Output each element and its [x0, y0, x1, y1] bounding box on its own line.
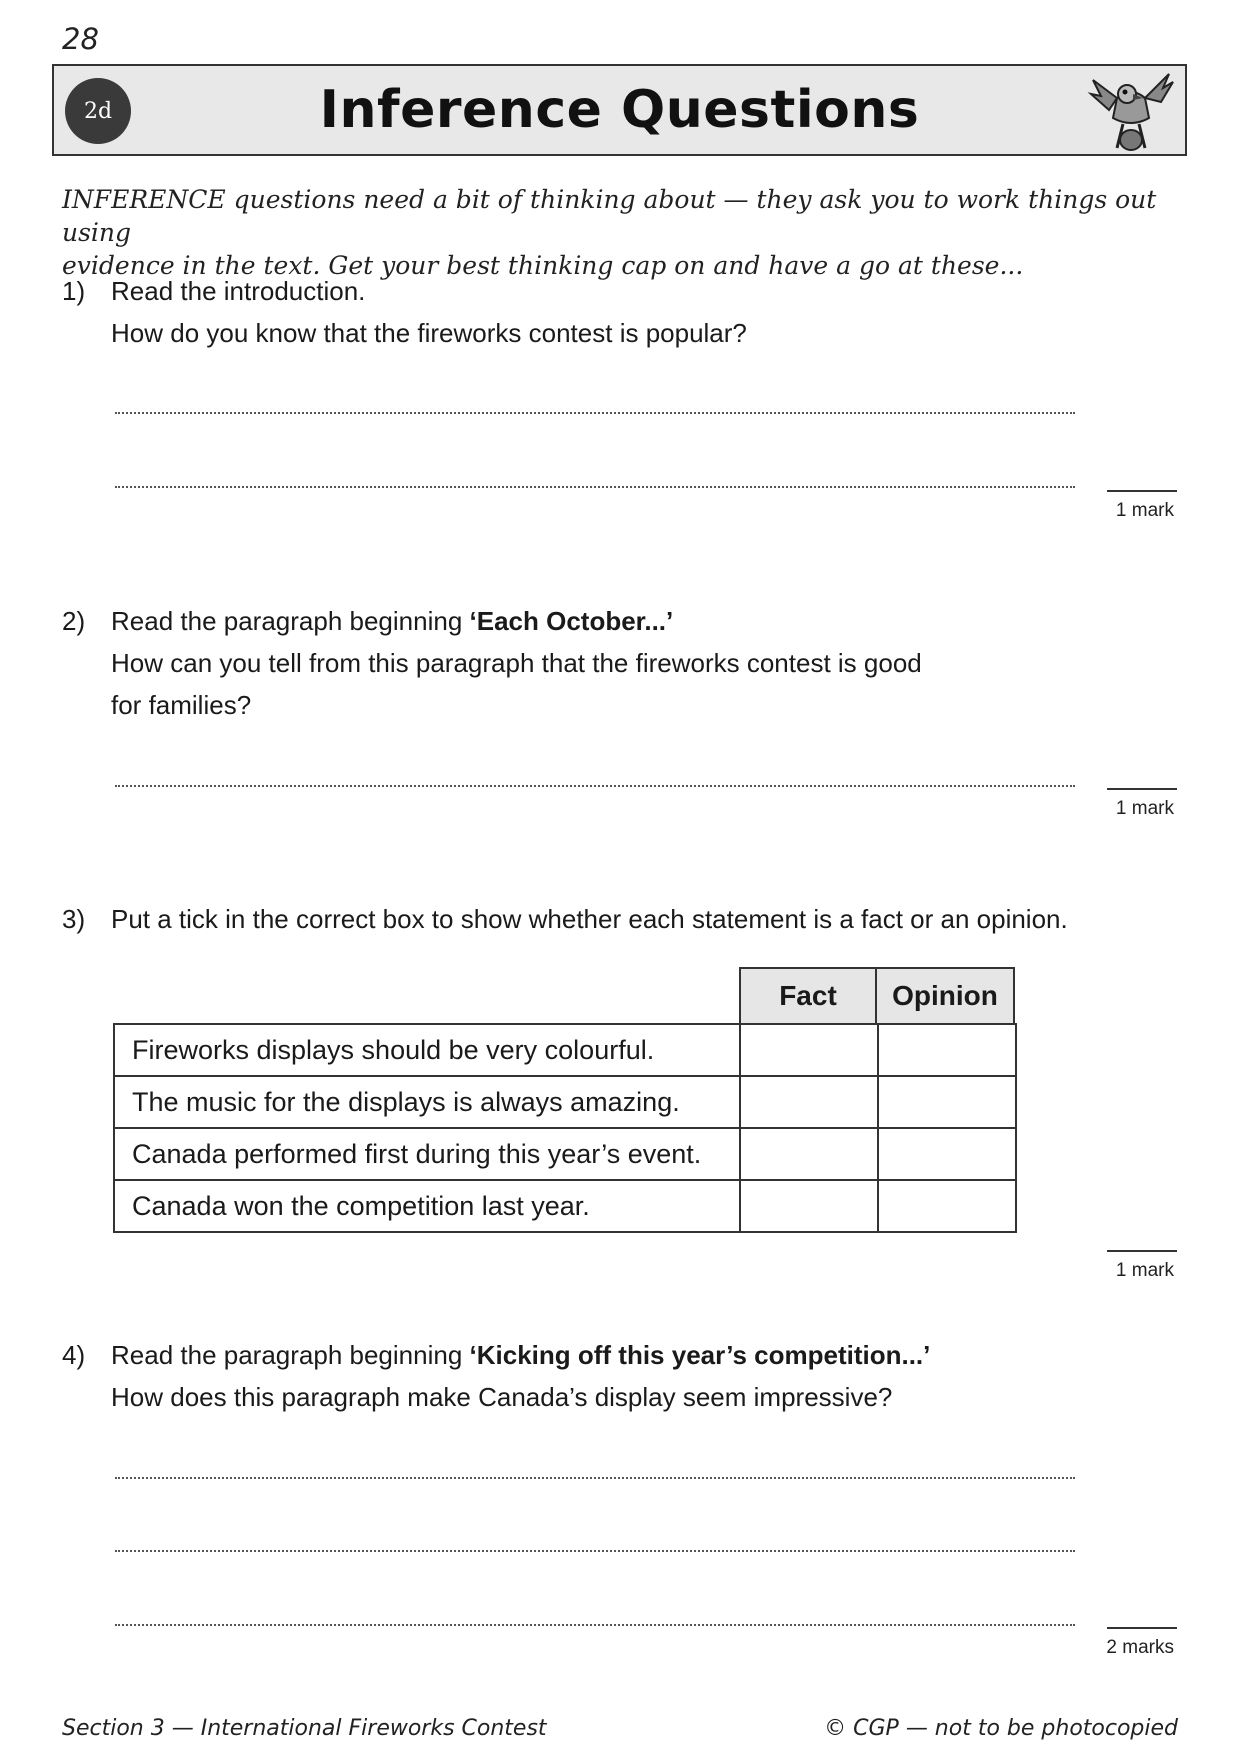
opinion-column-header: Opinion: [877, 967, 1015, 1023]
table-row: [114, 1076, 1016, 1128]
opinion-tick-box[interactable]: [878, 1076, 1016, 1128]
mark-box-line: [1107, 1627, 1177, 1629]
question-4-question: How does this paragraph make Canada’s display seem impressive?: [111, 1382, 893, 1412]
mark-box-line: [1107, 788, 1177, 790]
answer-line[interactable]: [115, 785, 1075, 787]
question-3-number: 3): [62, 904, 86, 934]
mark-box-line: [1107, 490, 1177, 492]
question-4-quoted-paragraph: ‘Kicking off this year’s competition...’: [469, 1340, 931, 1370]
answer-line[interactable]: [115, 1550, 1075, 1552]
question-2-prompt: [111, 606, 673, 637]
question-3-marks: 1 mark: [1115, 1260, 1174, 1281]
question-2-question: How can you tell from this paragraph that the fireworks contest is good: [111, 648, 922, 678]
question-4-prompt-text: Read the paragraph beginning: [111, 1340, 470, 1370]
question-2-marks: 1 mark: [1115, 798, 1174, 819]
answer-line[interactable]: [115, 486, 1075, 488]
instructions-line-2: evidence in the text. Get your best thinking cap on and have a go at these...: [62, 251, 1024, 280]
question-4-number: 4): [62, 1340, 86, 1370]
question-3-prompt: Put a tick in the correct box to show whether each statement is a fact or an opinion.: [111, 904, 1068, 934]
question-1-prompt: Read the introduction.: [111, 276, 366, 306]
tick-table-header: [739, 967, 1015, 1023]
table-row: [114, 1180, 1016, 1232]
question-4-prompt: [111, 1340, 930, 1371]
fact-tick-box[interactable]: [740, 1024, 878, 1076]
answer-line[interactable]: [115, 1477, 1075, 1479]
opinion-tick-box[interactable]: [878, 1128, 1016, 1180]
cartoon-bird-icon: [1087, 68, 1175, 154]
statement-cell: Canada performed first during this year’s event.: [114, 1128, 740, 1180]
section-badge: 2d: [65, 78, 131, 144]
table-row: [114, 1128, 1016, 1180]
statement-cell: Fireworks displays should be very colourful.: [114, 1024, 740, 1076]
question-2-number: 2): [62, 606, 86, 636]
question-2-prompt-text: Read the paragraph beginning: [111, 606, 470, 636]
question-1-marks: 1 mark: [1115, 500, 1174, 521]
fact-tick-box[interactable]: [740, 1180, 878, 1232]
mark-box-line: [1107, 1250, 1177, 1252]
answer-line[interactable]: [115, 412, 1075, 414]
fact-tick-box[interactable]: [740, 1076, 878, 1128]
fact-tick-box[interactable]: [740, 1128, 878, 1180]
page-title: Inference Questions: [319, 80, 920, 140]
statement-cell: Canada won the competition last year.: [114, 1180, 740, 1232]
fact-opinion-table: [113, 1023, 1017, 1233]
question-1-number: 1): [62, 276, 86, 306]
question-1-question: How do you know that the fireworks contest is popular?: [111, 318, 747, 348]
fact-column-header: Fact: [739, 967, 877, 1023]
answer-line[interactable]: [115, 1624, 1075, 1626]
footer-section-label: Section 3 — International Fireworks Contest: [62, 1716, 547, 1741]
table-row: [114, 1024, 1016, 1076]
question-4-marks: 2 marks: [1106, 1637, 1174, 1658]
question-2-question-cont: for families?: [111, 690, 252, 720]
section-header: [52, 64, 1187, 156]
instructions: [62, 183, 1182, 282]
instructions-line-1: INFERENCE questions need a bit of thinking about — they ask you to work things out using: [62, 185, 1157, 247]
footer-copyright: © CGP — not to be photocopied: [824, 1716, 1178, 1741]
opinion-tick-box[interactable]: [878, 1180, 1016, 1232]
opinion-tick-box[interactable]: [878, 1024, 1016, 1076]
question-2-quoted-paragraph: ‘Each October...’: [469, 606, 674, 636]
statement-cell: The music for the displays is always amazing.: [114, 1076, 740, 1128]
page-number: 28: [62, 22, 99, 56]
